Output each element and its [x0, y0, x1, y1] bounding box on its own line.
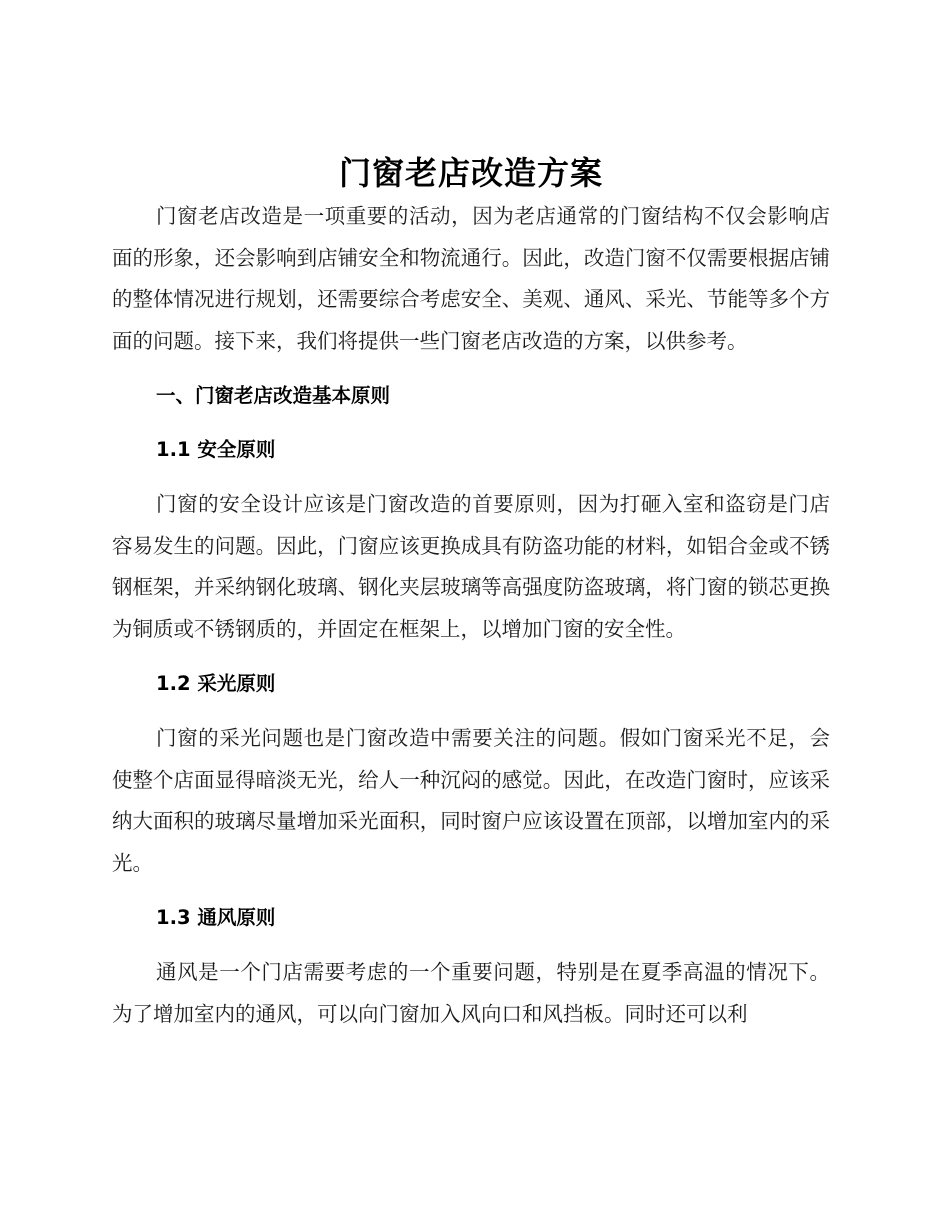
- spacer: [112, 884, 830, 898]
- spacer: [112, 704, 830, 718]
- section-heading-principles: 一、门窗老店改造基本原则: [156, 384, 391, 407]
- subsection-heading-ventilation: 1.3 通风原则: [156, 906, 276, 929]
- subsection-heading-lighting: 1.2 采光原则: [156, 672, 276, 695]
- ventilation-paragraph: 通风是一个门店需要考虑的一个重要问题，特别是在夏季高温的情况下。为了增加室内的通风，可以向门窗加入风向口和风挡板。同时还可以利: [112, 960, 830, 1026]
- safety-paragraph: 门窗的安全设计应该是门窗改造的首要原则，因为打砸入室和盗窃是门店容易发生的问题。因此，门窗应该更换成具有防盗功能的材料，如铝合金或不锈钢框架，并采纳钢化玻璃、钢化夹层玻璃等高强度防盗玻璃，将门窗的锁芯更换为铜质或不锈钢质的，并固定在框架上，以增加门窗的安全性。: [112, 492, 830, 641]
- spacer: [112, 362, 830, 376]
- document-body: [112, 150, 830, 1035]
- subsection-heading-safety: 1.1 安全原则: [156, 438, 276, 461]
- lighting-paragraph: 门窗的采光问题也是门窗改造中需要关注的问题。假如门窗采光不足，会使整个店面显得暗淡无光，给人一种沉闷的感觉。因此，在改造门窗时，应该采纳大面积的玻璃尽量增加采光面积，同时窗户应该设置在顶部，以增加室内的采光。: [112, 726, 830, 875]
- page-title: 门窗老店改造方案: [338, 154, 603, 192]
- spacer: [112, 416, 830, 430]
- spacer: [112, 938, 830, 952]
- intro-paragraph: 门窗老店改造是一项重要的活动，因为老店通常的门窗结构不仅会影响店面的形象，还会影响到店铺安全和物流通行。因此，改造门窗不仅需要根据店铺的整体情况进行规划，还需要综合考虑安全、美观、通风、采光、节能等多个方面的问题。接下来，我们将提供一些门窗老店改造的方案，以供参考。: [112, 204, 830, 353]
- spacer: [112, 650, 830, 664]
- spacer: [112, 470, 830, 484]
